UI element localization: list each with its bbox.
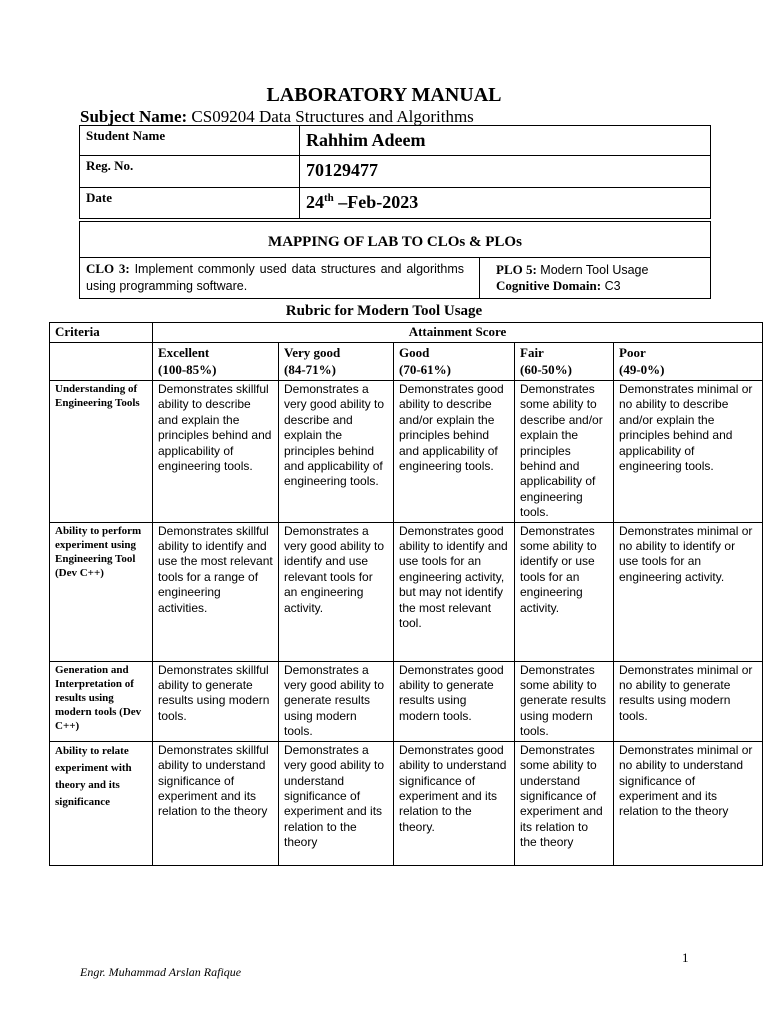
plo-statement <box>496 262 648 294</box>
level-poor <box>614 343 763 381</box>
rubric-cell: Demonstrates minimal or no ability to identify or use tools for an engineering activity. <box>614 522 763 661</box>
rubric-cell: Demonstrates some ability to understand significance of experiment and its relation to the theory <box>515 741 614 865</box>
page-number: 1 <box>682 950 689 965</box>
rubric-cell: Demonstrates minimal or no ability to describe and/or explain the principles behind and applicability of engineering tools. <box>614 381 763 523</box>
subject-value: CS09204 Data Structures and Algorithms <box>191 107 474 126</box>
student-name-row <box>80 126 711 156</box>
rubric-cell: Demonstrates good ability to identify and use tools for an engineering activity, but may not identify the most relevant tool. <box>394 522 515 661</box>
rubric-row-perform-experiment <box>50 522 763 661</box>
rubric-cell: Demonstrates good ability to generate results using modern tools. <box>394 661 515 741</box>
reg-no-label: Reg. No. <box>80 156 300 188</box>
level-name: Poor <box>619 345 646 360</box>
clo-label: CLO 3: <box>86 261 130 276</box>
level-good <box>394 343 515 381</box>
rubric-title: Rubric for Modern Tool Usage <box>285 303 483 319</box>
plo-label: PLO 5: <box>496 262 537 277</box>
date-row <box>80 188 711 219</box>
mapping-title: MAPPING OF LAB TO CLOs & PLOs <box>268 234 522 250</box>
date-day: 24 <box>306 192 324 212</box>
rubric-header-row <box>50 323 763 343</box>
level-name: Fair <box>520 345 544 360</box>
rubric-cell: Demonstrates skillful ability to understand significance of experiment and its relation to the theory <box>153 741 279 865</box>
reg-no-row <box>80 156 711 188</box>
mapping-box <box>79 221 711 299</box>
rubric-row-understanding <box>50 381 763 523</box>
subject-line <box>80 107 474 127</box>
rubric-cell: Demonstrates a very good ability to identify and use relevant tools for an engineering activity. <box>279 522 394 661</box>
rubric-cell: Demonstrates a very good ability to describe and explain the principles behind and applicability of engineering tools. <box>279 381 394 523</box>
rubric-cell: Demonstrates a very good ability to generate results using modern tools. <box>279 661 394 741</box>
level-range: (60-50%) <box>520 362 572 377</box>
rubric-cell: Demonstrates good ability to describe and/or explain the principles behind and applicability of engineering tools. <box>394 381 515 523</box>
rubric-cell: Demonstrates minimal or no ability to understand significance of experiment and its relation to the theory <box>614 741 763 865</box>
rubric-row-generation <box>50 661 763 741</box>
plo-text: Modern Tool Usage <box>540 263 649 277</box>
level-range: (70-61%) <box>399 362 451 377</box>
level-very-good <box>279 343 394 381</box>
date-suffix: th <box>324 192 334 204</box>
level-name: Very good <box>284 345 341 360</box>
mapping-divider <box>80 257 710 258</box>
criteria-header: Criteria <box>50 323 153 343</box>
rubric-cell: Demonstrates skillful ability to generate results using modern tools. <box>153 661 279 741</box>
plo-separator <box>479 257 480 298</box>
rubric-levels-row <box>50 343 763 381</box>
rubric-cell: Demonstrates some ability to describe and/or explain the principles behind and applicability of engineering tools. <box>515 381 614 523</box>
clo-statement <box>86 260 464 295</box>
level-range: (49-0%) <box>619 362 665 377</box>
level-range: (84-71%) <box>284 362 336 377</box>
criterion-cell: Ability to perform experiment using Engineering Tool (Dev C++) <box>50 522 153 661</box>
clo-text: Implement commonly used data structures and algorithms using programming software. <box>86 262 465 293</box>
domain-text: C3 <box>604 279 621 293</box>
criterion-cell: Understanding of Engineering Tools <box>50 381 153 523</box>
rubric-table <box>49 322 763 866</box>
reg-no-value: 70129477 <box>300 156 711 188</box>
level-fair <box>515 343 614 381</box>
level-range: (100-85%) <box>158 362 217 377</box>
date-rest: –Feb-2023 <box>333 192 419 212</box>
criterion-cell: Ability to relate experiment with theory and its significance <box>50 741 153 865</box>
rubric-row-relate-theory <box>50 741 763 865</box>
domain-label: Cognitive Domain: <box>496 278 602 293</box>
rubric-cell: Demonstrates skillful ability to describe and explain the principles behind and applicability of engineering tools. <box>153 381 279 523</box>
footer-author: Engr. Muhammad Arslan Rafique <box>80 965 242 979</box>
subject-label: Subject Name: <box>80 107 188 126</box>
attainment-score-header: Attainment Score <box>153 323 763 343</box>
student-name-value: Rahhim Adeem <box>300 126 711 156</box>
criterion-cell: Generation and Interpretation of results using modern tools (Dev C++) <box>50 661 153 741</box>
date-label: Date <box>80 188 300 219</box>
levels-blank-cell <box>50 343 153 381</box>
rubric-cell: Demonstrates some ability to generate results using modern tools. <box>515 661 614 741</box>
rubric-cell: Demonstrates minimal or no ability to generate results using modern tools. <box>614 661 763 741</box>
rubric-cell: Demonstrates some ability to identify or use tools for an engineering activity. <box>515 522 614 661</box>
level-name: Good <box>399 345 430 360</box>
student-name-label: Student Name <box>80 126 300 156</box>
student-info-table <box>79 125 711 219</box>
rubric-cell: Demonstrates a very good ability to understand significance of experiment and its relation to the theory <box>279 741 394 865</box>
level-excellent <box>153 343 279 381</box>
rubric-cell: Demonstrates good ability to understand significance of experiment and its relation to the theory. <box>394 741 515 865</box>
date-value <box>300 188 711 219</box>
level-name: Excellent <box>158 345 210 360</box>
rubric-cell: Demonstrates skillful ability to identify and use the most relevant tools for a range of engineering activities. <box>153 522 279 661</box>
page-title: LABORATORY MANUAL <box>266 84 502 106</box>
